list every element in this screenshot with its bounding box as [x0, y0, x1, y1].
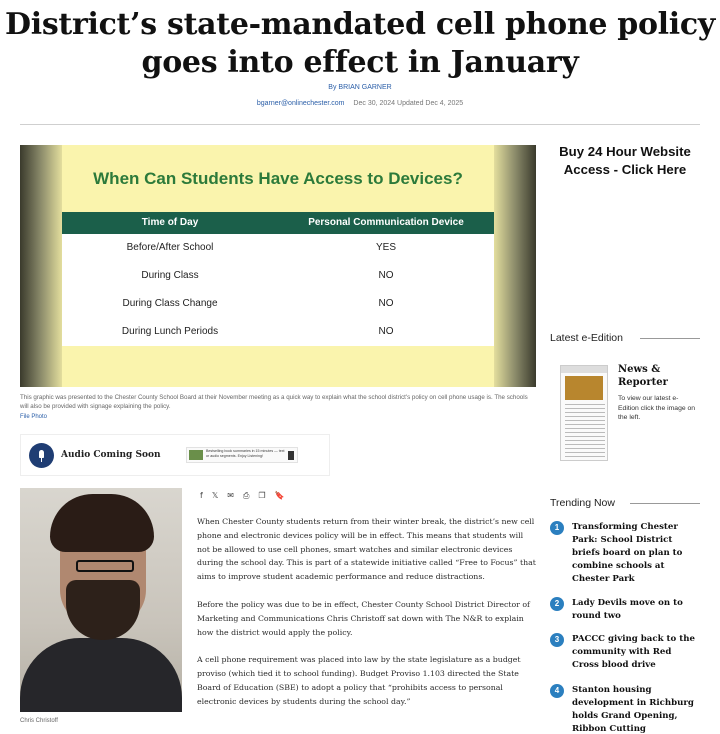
trending-number: 4 [550, 684, 564, 698]
thumb-text-lines [565, 404, 605, 458]
graphic-caption: This graphic was presented to the Chester County School Board at their November meeting as a quick way to explain what the school district's policy on cell phone usage is. The schools will also be provided with signage explaining the policy. [20, 394, 528, 410]
facebook-icon[interactable]: f [200, 491, 203, 500]
table-header [62, 212, 494, 234]
table-cell: During Lunch Periods [121, 326, 219, 337]
table-cell: NO [378, 326, 394, 337]
photo-glasses [76, 560, 134, 572]
copy-icon[interactable]: ❐ [258, 491, 266, 500]
edition-name-link[interactable]: News & Reporter [618, 364, 668, 388]
article-headline: District’s state-mandated cell phone policy goes into effect in January [5, 7, 715, 80]
trending-section-title: Trending Now [550, 497, 615, 509]
table-cell: YES [375, 242, 396, 253]
trending-title-link[interactable]: Stanton housing development in Richburg holds Grand Opening, Ribbon Cutting [572, 685, 694, 734]
author-email-link[interactable]: bgarner@onlinechester.com [256, 100, 345, 107]
thumb-image [565, 376, 603, 400]
trending-title-link[interactable]: Transforming Chester Park: School District briefs board on plan to combine schools at Chester Park [572, 522, 683, 584]
trending-title-link[interactable]: Lady Devils move on to round two [572, 598, 683, 621]
audio-player [20, 434, 330, 476]
photo-hair [50, 494, 154, 552]
article-paragraph: A cell phone requirement was placed into law by the state legislature as a budget proviso (which tied it to school funding). Budget Proviso 1.103 directed the State Board of Education (SBE) to adopt a policy that “prohibits access to personal electronic devices by students during the school day.” [197, 655, 521, 706]
photo-beard [66, 580, 140, 640]
book-icon [189, 450, 203, 460]
trending-number: 2 [550, 597, 564, 611]
photo-caption: Chris Christoff [20, 718, 58, 724]
article-body [197, 515, 537, 723]
thumb-masthead [561, 366, 608, 373]
print-icon[interactable]: ⎙ [242, 491, 250, 500]
share-bar [200, 491, 285, 501]
table-cell: During Class Change [122, 298, 218, 309]
table-cell: NO [378, 270, 394, 281]
graphic-panel [62, 145, 494, 387]
audio-label: Audio Coming Soon [61, 450, 161, 460]
table-row [62, 318, 494, 346]
trending-title-link[interactable]: PACCC giving back to the community with Red Cross blood drive [572, 634, 695, 670]
photo-body [20, 638, 182, 712]
edition-section-title: Latest e-Edition [550, 332, 623, 344]
trending-number: 1 [550, 521, 564, 535]
device-access-table [62, 212, 494, 346]
article-meta [0, 100, 720, 107]
phone-icon [288, 451, 294, 460]
graphic-credit[interactable]: File Photo [20, 414, 48, 420]
byline[interactable]: By BRIAN GARNER [328, 84, 392, 91]
graphic-title: When Can Students Have Access to Devices? [93, 169, 463, 188]
article-paragraph: When Chester County students return from their winter break, the district’s new cell phone and electronic devices policy will be in effect. This means that students will not be allowed to use cell phones, smart watches and similar electronic devices during the school day. This is part of a statewide initiative called “Free to Focus” that aims to improve student academic performance and reduce distractions. [197, 517, 536, 582]
header-divider [20, 124, 700, 125]
hero-graphic[interactable] [20, 145, 536, 387]
table-row [62, 234, 494, 262]
audio-promo-banner[interactable] [186, 447, 298, 463]
table-row [62, 262, 494, 290]
article-paragraph: Before the policy was due to be in effect, Chester County School District Director of Marketing and Communications Chris Christoff sat down with The N&R to explain how the district would apply the policy. [197, 599, 530, 637]
trending-number: 3 [550, 633, 564, 647]
bookmark-icon[interactable]: 🔖 [274, 491, 285, 500]
email-icon[interactable]: ✉ [227, 491, 234, 500]
edition-thumbnail[interactable] [560, 365, 608, 461]
table-header-cell: Personal Communication Device [308, 217, 464, 228]
x-icon[interactable]: 𝕏 [211, 491, 219, 500]
buy-access-link[interactable]: Buy 24 Hour Website Access - Click Here [559, 144, 691, 177]
microphone-icon[interactable] [29, 443, 54, 468]
table-row [62, 290, 494, 318]
audio-promo-text: Bestselling book summaries in 15 minutes — text or audio segments. Enjoy Listening! [206, 449, 285, 458]
table-cell: Before/After School [126, 242, 214, 253]
edition-description: To view our latest e-Edition click the image on the left. [618, 395, 696, 421]
table-cell: NO [378, 298, 394, 309]
table-cell: During Class [141, 270, 199, 281]
article-dates: Dec 30, 2024 Updated Dec 4, 2025 [353, 100, 464, 107]
table-header-cell: Time of Day [141, 217, 199, 228]
author-photo[interactable] [20, 488, 182, 712]
